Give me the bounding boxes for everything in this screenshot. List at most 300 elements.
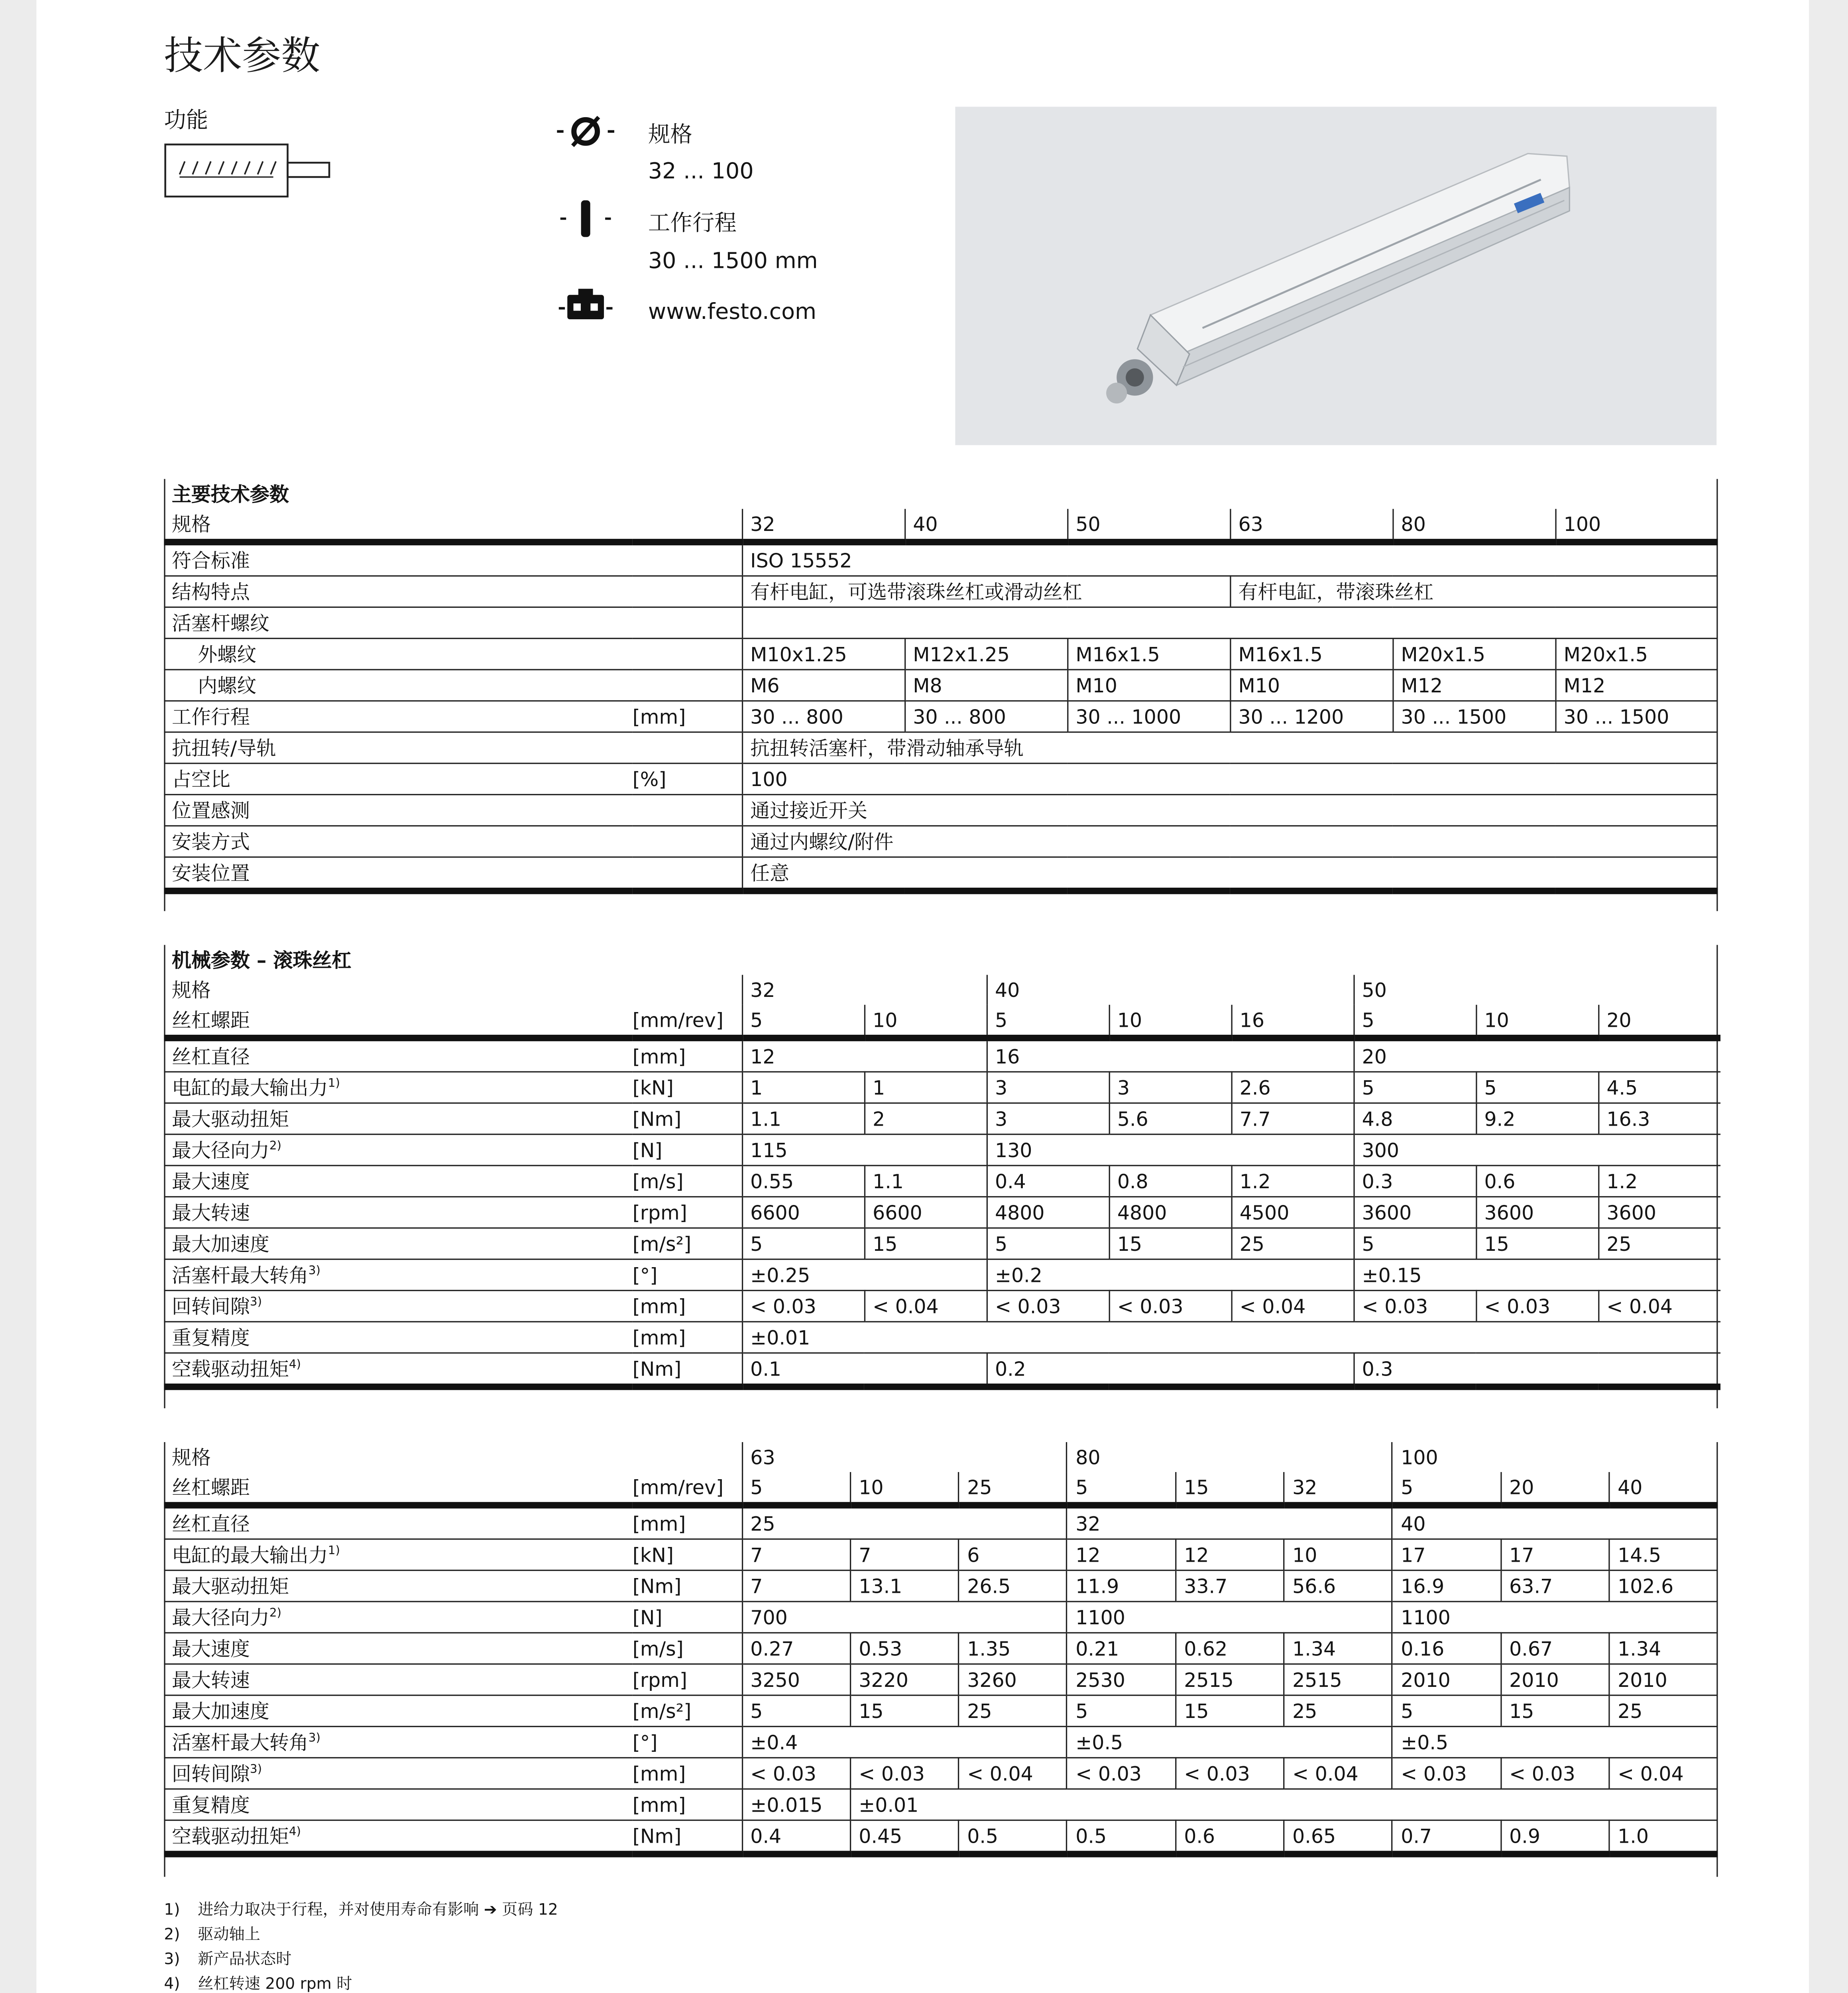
cell: 100 [742,763,1718,794]
cell: < 0.03 [1501,1758,1609,1789]
table-row [164,826,1718,857]
cell: 6600 [864,1197,987,1228]
row-label [164,1664,632,1695]
cell: 30 ... 1500 [1555,701,1718,732]
cell: M10 [1230,670,1392,701]
cell: 2530 [1067,1664,1176,1695]
cell: 700 [742,1602,1067,1633]
cell: 2010 [1501,1664,1609,1695]
table-row [164,670,1718,701]
cell: < 0.03 [1109,1291,1231,1322]
cell: 33.7 [1176,1570,1284,1602]
table-row [164,1472,1718,1505]
row-label-text: 活塞杆最大转角 [171,1264,309,1287]
table-row [164,732,1718,763]
cell [742,607,1718,638]
unit-cell: [N] [633,1134,742,1166]
table-row [164,542,1718,576]
cell: 5 [987,1228,1109,1259]
unit-cell: [mm] [633,1758,742,1789]
section-title: 机械参数 – 滚珠丝杠 [171,949,352,973]
cell: 1 [864,1072,987,1103]
cell: ±0.5 [1067,1726,1392,1757]
row-label [164,1602,632,1633]
cell: 6 [959,1539,1067,1570]
cell: 3 [987,1103,1109,1134]
main-params-table [164,479,1718,894]
function-symbol-icon [164,141,333,200]
cell: 1 [742,1072,864,1103]
size-cell: 100 [1392,1442,1718,1472]
row-label [164,1472,632,1505]
cell: 2 [864,1103,987,1134]
row-label-text: 最大径向力 [171,1606,269,1630]
row-label [164,1259,632,1290]
cell: ±0.5 [1392,1726,1718,1757]
row-label [164,1322,632,1353]
cell: ±0.25 [742,1259,987,1290]
table-row [164,639,1718,670]
cell: 0.65 [1284,1820,1392,1854]
cell: 26.5 [959,1570,1067,1602]
cell: 0.4 [742,1820,850,1854]
row-label: 规格 [171,1446,211,1470]
unit-cell: [mm] [633,1038,742,1072]
cell: 0.45 [850,1820,959,1854]
unit-cell: [°] [633,1259,742,1290]
cell: 115 [742,1134,987,1166]
cell: M8 [904,670,1067,701]
cell: < 0.04 [864,1291,987,1322]
row-label: 工作行程 [164,701,632,732]
cell: 2.6 [1231,1072,1354,1103]
cell: 7 [850,1539,959,1570]
cell: 1100 [1392,1602,1718,1633]
table-row [164,945,1720,975]
table-row [164,1602,1718,1633]
row-label [164,1758,632,1789]
footnote [164,1922,558,1947]
cell: 4800 [1109,1197,1231,1228]
cell: 300 [1353,1134,1720,1166]
cell: 3600 [1476,1197,1598,1228]
size-cell: 63 [742,1442,1067,1472]
unit-cell: [°] [633,1726,742,1757]
footnote [164,1898,558,1922]
cell: M20x1.5 [1555,639,1718,670]
row-label [164,1005,632,1038]
unit-cell: [Nm] [633,1570,742,1602]
stroke-label: 工作行程 [648,210,737,237]
table-row [164,1197,1720,1228]
cell: 11.9 [1067,1570,1176,1602]
row-label-text: 回转间隙 [171,1295,250,1319]
product-photo [955,107,1716,445]
row-label [164,1726,632,1757]
cell: 1100 [1067,1602,1392,1633]
unit-cell: [%] [633,763,742,794]
table-row [164,701,1718,732]
cell: < 0.04 [1609,1758,1718,1789]
cell: 3600 [1353,1197,1476,1228]
cell: 5 [1392,1695,1501,1726]
row-label [164,1539,632,1570]
unit-cell: [mm/rev] [633,1005,742,1038]
size-cell: 32 [742,509,904,542]
cell: 5 [1353,1228,1476,1259]
cell: 0.9 [1501,1820,1609,1854]
footnote [164,1972,558,1993]
unit-cell: [Nm] [633,1353,742,1387]
cell: 1.0 [1609,1820,1718,1854]
size-cell: 63 [1230,509,1392,542]
cell: 32 [1284,1472,1392,1505]
cell: < 0.04 [1284,1758,1392,1789]
cell: 5.6 [1109,1103,1231,1134]
unit-cell: [mm] [633,1789,742,1820]
cell: 15 [1176,1472,1284,1505]
row-label-text: 空载驱动扭矩 [171,1824,289,1848]
table-row [164,1726,1718,1757]
footnote-number: 1) [164,1900,180,1919]
unit-cell: [m/s] [633,1166,742,1197]
function-label: 功能 [164,108,208,134]
cell: 0.3 [1353,1353,1720,1387]
cell: 5 [987,1005,1109,1038]
cell: 1.1 [864,1166,987,1197]
cell: < 0.04 [959,1758,1067,1789]
mech-params-table-2 [164,1442,1718,1857]
cell: 16 [987,1038,1354,1072]
cell: M16x1.5 [1230,639,1392,670]
cell: 0.27 [742,1633,850,1664]
cell: 40 [1392,1505,1718,1539]
cell: 25 [742,1505,1067,1539]
cell: M10 [1067,670,1230,701]
cell: 12 [1067,1539,1176,1570]
cell: 0.8 [1109,1166,1231,1197]
unit-cell: [Nm] [633,1820,742,1854]
cell: 3 [1109,1072,1231,1103]
cell: < 0.03 [1392,1758,1501,1789]
row-label-text: 丝杠直径 [171,1045,250,1069]
cell: < 0.03 [987,1291,1109,1322]
table-row [164,1789,1718,1820]
cell: 5 [1353,1072,1476,1103]
table-row [164,1005,1720,1038]
table-row [164,763,1718,794]
footnote-text: 驱动轴上 [198,1925,261,1944]
cell: 4800 [987,1197,1109,1228]
cell: 10 [1109,1005,1231,1038]
unit-cell: [m/s] [633,1633,742,1664]
row-label [164,1228,632,1259]
row-label-text: 最大径向力 [171,1139,269,1162]
footnote-number: 4) [164,1974,180,1993]
size-cell: 50 [1067,509,1230,542]
unit-cell: [kN] [633,1072,742,1103]
cell: 5 [1067,1695,1176,1726]
cell: 6600 [742,1197,864,1228]
cell: 0.55 [742,1166,864,1197]
row-label: 占空比 [164,763,632,794]
row-label [164,1570,632,1602]
table-row [164,1259,1720,1290]
footnote-mark: 3) [250,1763,262,1777]
table-row [164,1038,1720,1072]
cell: 1.34 [1609,1633,1718,1664]
cell: 5 [1392,1472,1501,1505]
row-label [164,1633,632,1664]
cell: 4500 [1231,1197,1354,1228]
cell: M16x1.5 [1067,639,1230,670]
unit-cell: [mm] [633,1505,742,1539]
footnote-mark: 4) [289,1826,301,1839]
cell: 25 [1598,1228,1720,1259]
cell: 7 [742,1539,850,1570]
cell: 3 [987,1072,1109,1103]
cell: 130 [987,1134,1354,1166]
table-row [164,794,1718,826]
size-cell: 40 [904,509,1067,542]
row-label: 结构特点 [164,576,742,607]
row-label-text: 最大速度 [171,1637,250,1661]
row-label: 规格 [164,509,742,542]
cell: 1.2 [1598,1166,1720,1197]
cell: 3260 [959,1664,1067,1695]
cell: < 0.04 [1231,1291,1354,1322]
row-label-text: 重复精度 [171,1793,250,1817]
row-label [164,1353,632,1387]
row-label: 规格 [171,979,211,1002]
cell: < 0.03 [742,1758,850,1789]
cell: 25 [1231,1228,1354,1259]
cell: 16.3 [1598,1103,1720,1134]
cell: M20x1.5 [1392,639,1555,670]
table-row [164,1539,1718,1570]
table-row [164,857,1718,891]
row-label [164,1291,632,1322]
unit-cell: [m/s²] [633,1228,742,1259]
unit-cell: [rpm] [633,1197,742,1228]
table-row [164,1228,1720,1259]
cell: 0.1 [742,1353,987,1387]
cell: 通过内螺纹/附件 [742,826,1718,857]
unit-cell: [Nm] [633,1103,742,1134]
row-label: 符合标准 [164,542,742,576]
footnote-mark: 4) [289,1358,301,1372]
cell: 63.7 [1501,1570,1609,1602]
cell: 0.53 [850,1633,959,1664]
cell: 20 [1598,1005,1720,1038]
page-title: 技术参数 [164,33,320,80]
cell: 13.1 [850,1570,959,1602]
row-label-text: 最大驱动扭矩 [171,1107,289,1131]
cell: 1.35 [959,1633,1067,1664]
cell: 30 ... 800 [904,701,1067,732]
stroke-range: 30 ... 1500 mm [648,248,818,275]
table-row [164,576,1718,607]
cell: 16 [1231,1005,1354,1038]
cell: 25 [959,1472,1067,1505]
row-label [164,1789,632,1820]
footnote-mark: 3) [308,1265,321,1278]
cell: 25 [1609,1695,1718,1726]
cell: 3600 [1598,1197,1720,1228]
table-row [164,1505,1718,1539]
cell: 25 [959,1695,1067,1726]
unit-cell: [m/s²] [633,1695,742,1726]
cell: 15 [1476,1228,1598,1259]
website-link[interactable]: www.festo.com [648,299,817,326]
table-row [164,1072,1720,1103]
cell: M6 [742,670,904,701]
row-label-text: 最大驱动扭矩 [171,1575,289,1598]
cell: 5 [742,1228,864,1259]
cell: 0.16 [1392,1633,1501,1664]
cell: 1.34 [1284,1633,1392,1664]
row-label-text: 丝杠螺距 [171,1476,250,1500]
cell: 10 [864,1005,987,1038]
cell: 4.8 [1353,1103,1476,1134]
row-label: 内螺纹 [164,670,742,701]
footnote-number: 3) [164,1950,180,1968]
table-row [164,509,1718,542]
cell: 25 [1284,1695,1392,1726]
cell: 30 ... 1500 [1392,701,1555,732]
cell: M10x1.25 [742,639,904,670]
unit-cell: [mm/rev] [633,1472,742,1505]
size-cell: 80 [1392,509,1555,542]
cell: ±0.01 [742,1322,1720,1353]
cell: < 0.03 [1176,1758,1284,1789]
table-row [164,1291,1720,1322]
cell: 10 [1476,1005,1598,1038]
cell: 0.3 [1353,1166,1476,1197]
cell: 有杆电缸，带滚珠丝杠 [1230,576,1718,607]
row-label [164,1072,632,1103]
cell: < 0.03 [1067,1758,1176,1789]
row-label-text: 活塞杆最大转角 [171,1731,309,1755]
cell: 14.5 [1609,1539,1718,1570]
row-label-text: 空载驱动扭矩 [171,1357,289,1381]
row-label-text: 最大速度 [171,1170,250,1194]
cell: 0.4 [987,1166,1109,1197]
unit-cell: [mm] [633,701,742,732]
cell: 0.6 [1176,1820,1284,1854]
cell: 30 ... 1200 [1230,701,1392,732]
row-label [164,1038,632,1072]
cell: 30 ... 1000 [1067,701,1230,732]
cell: ±0.2 [987,1259,1354,1290]
unit-cell: [N] [633,1602,742,1633]
cell: 0.5 [1067,1820,1176,1854]
table-row [164,1570,1718,1602]
web-icon [554,286,617,325]
cell: 5 [1476,1072,1598,1103]
row-label [164,1695,632,1726]
row-label: 抗扭转/导轨 [164,732,742,763]
row-label: 安装位置 [164,857,742,891]
cell: 4.5 [1598,1072,1720,1103]
size-cell: 40 [987,975,1354,1005]
table-row [164,1820,1718,1854]
unit-cell: [rpm] [633,1664,742,1695]
cell: ±0.4 [742,1726,1067,1757]
cell: ±0.015 [742,1789,850,1820]
table-row [164,479,1718,509]
table-row [164,1695,1718,1726]
row-label [164,1197,632,1228]
row-label: 位置感测 [164,794,742,826]
cell: 40 [1609,1472,1718,1505]
size-label: 规格 [648,122,692,149]
footnotes [164,1898,558,1993]
row-label [164,1166,632,1197]
cell: 0.7 [1392,1820,1501,1854]
cell: M12x1.25 [904,639,1067,670]
cell: 3250 [742,1664,850,1695]
cell: 2515 [1176,1664,1284,1695]
cell: 1.2 [1231,1166,1354,1197]
table-row [164,975,1720,1005]
cell: 0.67 [1501,1633,1609,1664]
size-cell: 50 [1353,975,1720,1005]
cell: 17 [1392,1539,1501,1570]
cell: < 0.04 [1598,1291,1720,1322]
row-label: 外螺纹 [164,639,742,670]
table-row [164,1134,1720,1166]
footnote-text: 进给力取决于行程，并对使用寿命有影响 ➔ 页码 12 [198,1900,558,1919]
row-label-text: 电缸的最大输出力 [171,1076,328,1100]
diameter-icon [554,112,617,151]
cell: 0.2 [987,1353,1354,1387]
size-cell: 100 [1555,509,1718,542]
table-row [164,1442,1718,1472]
cell: 15 [850,1695,959,1726]
cell: 9.2 [1476,1103,1598,1134]
footnote-mark: 1) [328,1077,340,1091]
cell: < 0.03 [1353,1291,1476,1322]
cell: 抗扭转活塞杆，带滑动轴承导轨 [742,732,1718,763]
row-label [164,1103,632,1134]
footnote-mark: 2) [269,1140,282,1154]
row-label-text: 重复精度 [171,1326,250,1350]
footnote-number: 2) [164,1925,180,1944]
cell: 7.7 [1231,1103,1354,1134]
cell: 30 ... 800 [742,701,904,732]
cell: 12 [742,1038,987,1072]
row-label-text: 最大加速度 [171,1700,269,1724]
cell: 5 [742,1695,850,1726]
row-label [164,1820,632,1854]
footnote-text: 新产品状态时 [198,1950,292,1968]
cell: M12 [1555,670,1718,701]
cell: < 0.03 [850,1758,959,1789]
cell: ±0.15 [1353,1259,1720,1290]
footnote-mark: 3) [308,1732,321,1745]
unit-cell: [mm] [633,1291,742,1322]
table-row [164,1322,1720,1353]
cell: 5 [1067,1472,1176,1505]
unit-cell: [mm] [633,1322,742,1353]
cell: 56.6 [1284,1570,1392,1602]
row-label-text: 丝杠螺距 [171,1008,250,1032]
row-label: 活塞杆螺纹 [164,607,742,638]
row-label [164,1134,632,1166]
size-range: 32 ... 100 [648,159,754,185]
cell: 5 [742,1472,850,1505]
